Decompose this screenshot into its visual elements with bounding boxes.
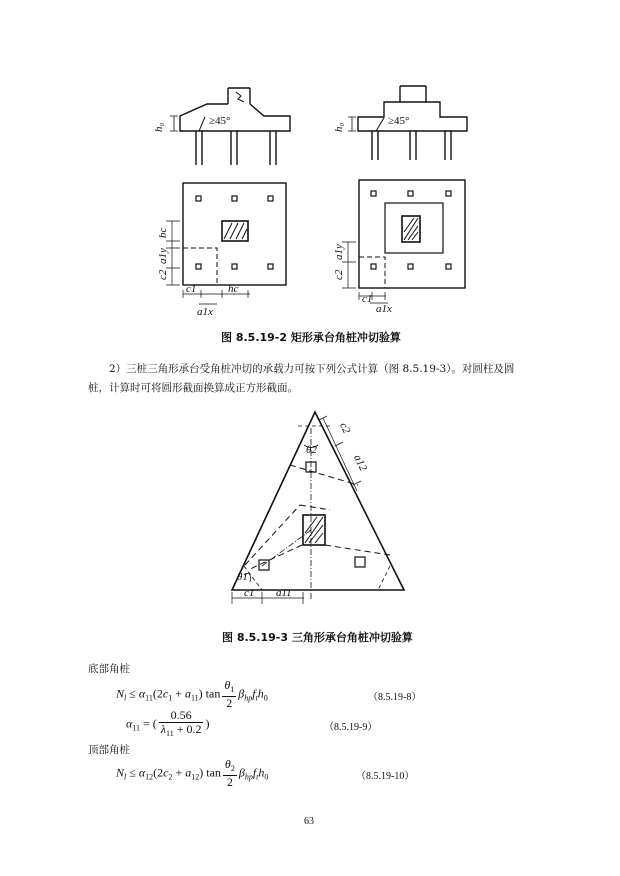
hc-label-left: hc — [228, 283, 239, 295]
angle-label-right: ≥45° — [388, 115, 410, 127]
page-number: 63 — [304, 816, 314, 827]
theta1-label: θ1 — [237, 571, 248, 583]
c1-label-tri: c1 — [244, 587, 255, 599]
a1y-label-right: a1y — [333, 244, 345, 260]
c2-label-right: c2 — [333, 269, 345, 280]
equation-8-5-19-10: $N_l \le \alpha_{12}(2c_2 + a_{12})$ tan $\frac{\theta_2}{2}$ $\beta_{hp}f_th_0$ — [116, 757, 269, 789]
equation-8-5-19-9: $\alpha_{11}$ = ( $\frac{0.56}{\lambda_{11} + 0.2}$ ) — [126, 708, 210, 738]
a12-label: a12 — [351, 452, 370, 473]
bc-label-left: bc — [157, 227, 169, 238]
coefficient-0-56: 0.56 — [159, 709, 204, 723]
figure2-caption: 图 8.5.19-3 三角形承台角桩冲切验算 — [222, 631, 413, 644]
h0-label-right: h₀ — [333, 122, 345, 132]
angle-label-left: ≥45° — [209, 115, 231, 127]
theta2-label: θ2 — [306, 444, 317, 456]
a1x-label-right: a1x — [376, 303, 392, 315]
equation-number-10: （8.5.19-10） — [356, 771, 415, 782]
a11-label: a11 — [276, 587, 292, 599]
a1x-label-left: a1x — [197, 306, 213, 318]
c2-label-tri: c2 — [337, 420, 353, 436]
equation-number-9: （8.5.19-9） — [324, 722, 378, 733]
equation-8-5-19-8: $N_l \le \alpha_{11}(2c_1 + a_{11})$ tan $\frac{\theta_1}{2}$ $\beta_{hp}f_th_0$ — [116, 678, 268, 710]
h0-label-left: h₀ — [153, 122, 165, 132]
equation-number-8: （8.5.19-8） — [368, 692, 422, 703]
c1-label-right: c1 — [362, 293, 373, 305]
paragraph-triangle-cap: 2）三桩三角形承台受角桩冲切的承载力可按下列公式计算（图 8.5.19-3）。对圆柱及圆桩，计算时可将圆形截面换算成正方形截面。 — [88, 363, 515, 394]
figure1-caption: 图 8.5.19-2 矩形承台角桩冲切验算 — [221, 331, 401, 344]
a1y-label-left: a1y — [157, 248, 169, 264]
bottom-corner-pile-heading: 底部角桩 — [88, 663, 130, 675]
top-corner-pile-heading: 顶部角桩 — [88, 744, 130, 756]
c1-label-left: c1 — [186, 283, 197, 295]
c2-label-left: c2 — [157, 269, 169, 280]
